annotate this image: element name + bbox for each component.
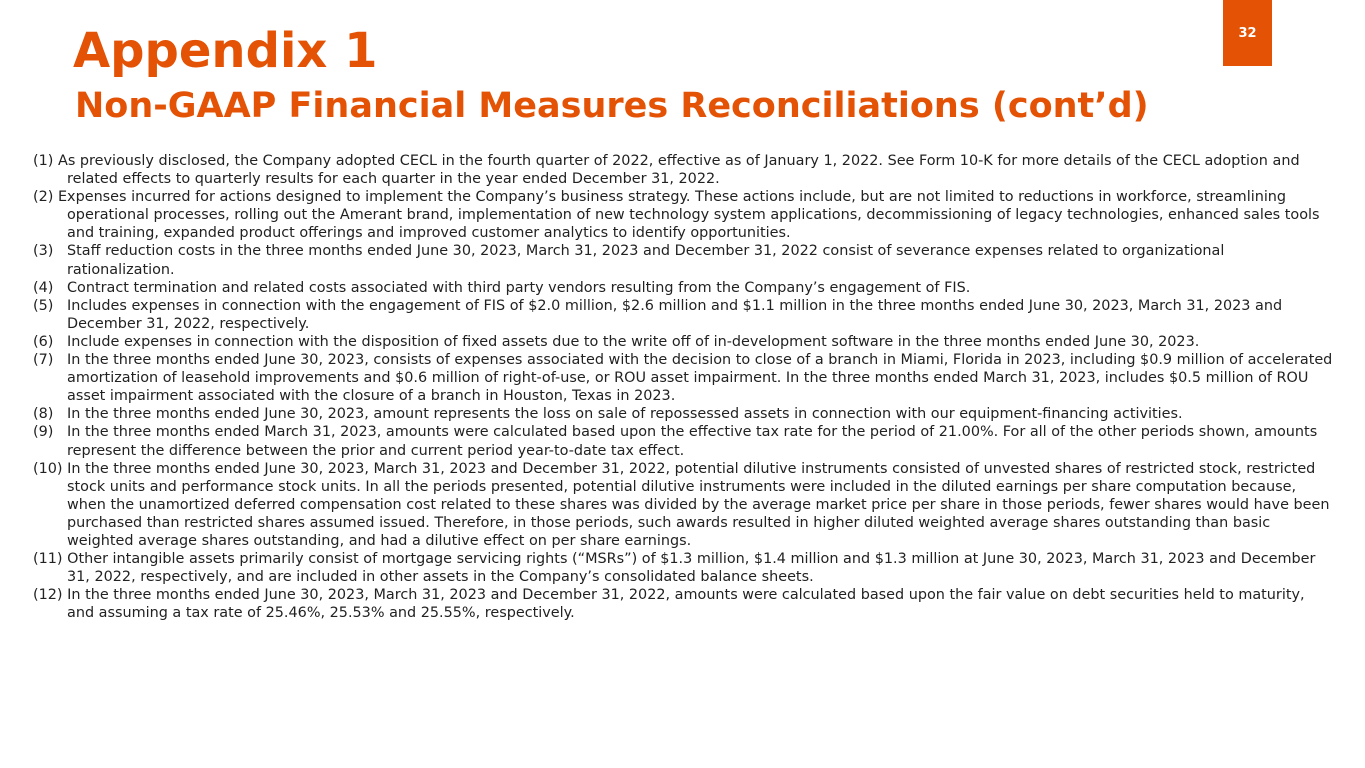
footnotes-list bbox=[33, 152, 1333, 622]
footnote-2 bbox=[33, 188, 1333, 242]
footnote-text: Includes expenses in connection with the engagement of FIS of $2.0 million, $2.6 million and $1.1 million in the three months ended June 30, 2023, March 31, 2023 and December 31, 2022, respectively. bbox=[67, 297, 1283, 332]
slide-title: Appendix 1 bbox=[73, 23, 378, 79]
footnote-text: In the three months ended June 30, 2023, March 31, 2023 and December 31, 2022, amounts were calculated based upon the fair value on debt securities held to maturity, and assuming a tax rate of 25.46%, 25.53% and 25.55%, respectively. bbox=[67, 587, 1305, 622]
footnote-marker: (6) bbox=[33, 333, 54, 350]
page-number-badge bbox=[1223, 0, 1272, 66]
footnote-text: In the three months ended March 31, 2023, amounts were calculated based upon the effective tax rate for the period of 21.00%. For all of the other periods shown, amounts represent the difference between the prior and current period year-to-date tax effect. bbox=[67, 424, 1318, 459]
footnote-7 bbox=[33, 351, 1333, 405]
footnote-marker: (5) bbox=[33, 297, 54, 314]
footnote-6 bbox=[33, 333, 1333, 351]
footnote-marker: (12) bbox=[33, 587, 63, 604]
footnote-text: In the three months ended June 30, 2023, consists of expenses associated with the decision to close of a branch in Miami, Florida in 2023, including $0.9 million of accelerated amortization of leasehold improvements and $0.6 million of right-of-use, or ROU asset impairment. In the three months ended March 31, 2023, includes $0.5 million of ROU asset impairment associated with the closure of a branch in Houston, Texas in 2023. bbox=[67, 352, 1333, 405]
footnote-text: As previously disclosed, the Company adopted CECL in the fourth quarter of 2022, effective as of January 1, 2022. See Form 10-K for more details of the CECL adoption and related effects to quarterly results for each quarter in the year ended December 31, 2022. bbox=[57, 153, 1300, 188]
footnote-text: Contract termination and related costs associated with third party vendors resulting from the Company’s engagement of FIS. bbox=[67, 279, 971, 296]
footnote-text: In the three months ended June 30, 2023, amount represents the loss on sale of repossessed assets in connection with our equipment-financing activities. bbox=[67, 406, 1183, 423]
footnote-12 bbox=[33, 586, 1333, 622]
footnote-marker: (4) bbox=[33, 279, 54, 296]
footnote-marker: (8) bbox=[33, 406, 54, 423]
footnote-8 bbox=[33, 405, 1333, 423]
footnote-marker: (7) bbox=[33, 352, 54, 369]
footnote-10 bbox=[33, 460, 1333, 550]
footnote-marker: (11) bbox=[33, 551, 63, 568]
footnote-text: Expenses incurred for actions designed to implement the Company’s business strategy. These actions include, but are not limited to reductions in workforce, streamlining operational processes, rolling out the Amerant brand, implementation of new technology system applications, decommissioning of legacy technologies, enhanced sales tools and training, expanded product offerings and improved customer analytics to identify opportunities. bbox=[57, 189, 1320, 242]
footnote-text: In the three months ended June 30, 2023, March 31, 2023 and December 31, 2022, potential dilutive instruments consisted of unvested shares of restricted stock, restricted stock units and performance stock units. In all the periods presented, potential dilutive instruments were included in the diluted earnings per share computation because, when the unamortized deferred compensation cost related to these shares was divided by the average market price per share in those periods, fewer shares would have been purchased than restricted shares assumed issued. Therefore, in those periods, such awards resulted in higher diluted weighted average shares outstanding than basic weighted average shares outstanding, and had a dilutive effect on per share earnings. bbox=[67, 460, 1330, 549]
footnote-marker: (10) bbox=[33, 460, 63, 477]
footnote-marker: (3) bbox=[33, 243, 54, 260]
footnote-11 bbox=[33, 550, 1333, 586]
footnote-9 bbox=[33, 423, 1333, 459]
page-number: 32 bbox=[1238, 25, 1257, 41]
footnote-5 bbox=[33, 297, 1333, 333]
footnote-marker: (9) bbox=[33, 424, 54, 441]
footnote-text: Include expenses in connection with the disposition of fixed assets due to the write off of in-development software in the three months ended June 30, 2023. bbox=[67, 333, 1200, 350]
footnote-3 bbox=[33, 242, 1333, 278]
footnote-text: Other intangible assets primarily consist of mortgage servicing rights (“MSRs”) of $1.3 million, $1.4 million and $1.3 million at June 30, 2023, March 31, 2023 and December 31, 2022, respectively, and are included in other assets in the Company’s consolidated balance sheets. bbox=[67, 551, 1316, 586]
slide-subtitle: Non-GAAP Financial Measures Reconciliations (cont’d) bbox=[75, 86, 1149, 126]
footnote-4 bbox=[33, 279, 1333, 297]
footnote-1 bbox=[33, 152, 1333, 188]
footnote-text: Staff reduction costs in the three months ended June 30, 2023, March 31, 2023 and December 31, 2022 consist of severance expenses related to organizational rationalization. bbox=[67, 243, 1225, 278]
footnote-marker: (1) bbox=[33, 153, 54, 169]
footnote-marker: (2) bbox=[33, 189, 54, 206]
